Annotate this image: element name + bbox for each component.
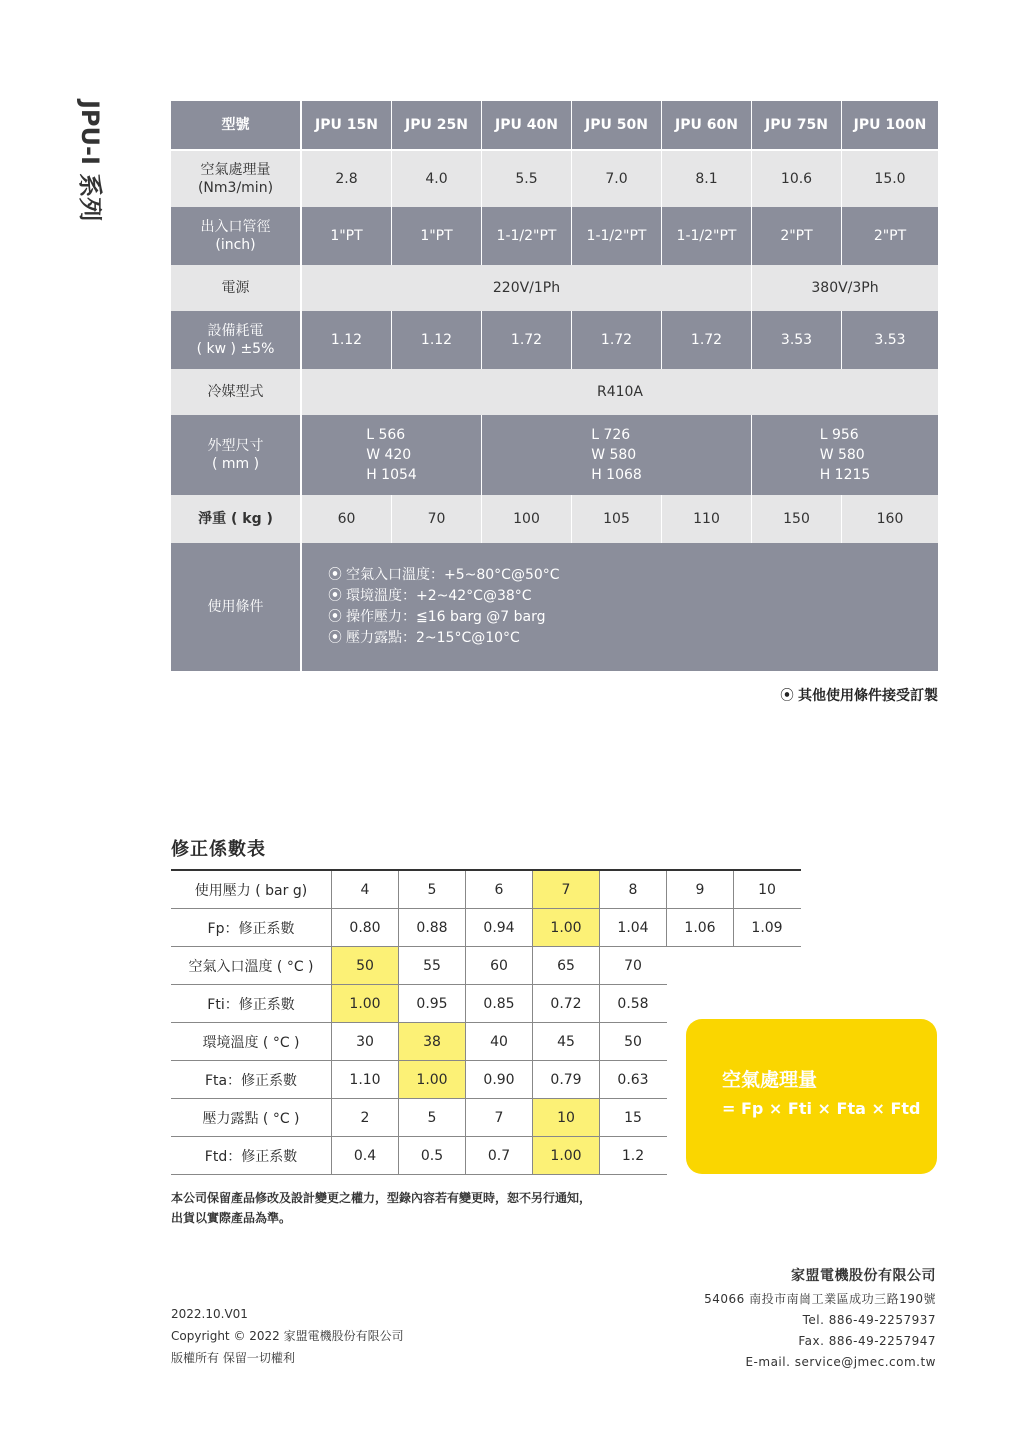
correction-cell-highlighted: 1.00 [532,909,599,946]
label-line: 出入口管徑 [200,219,271,235]
value-cell: 2"PT [873,228,907,244]
spec-pipe-row [171,207,938,265]
dimension-group [482,415,752,495]
company-address: 54066 南投市南崗工業區成功三路190號 [704,1292,936,1306]
conditions-list [302,543,938,671]
dim-length: L 566 [366,427,406,443]
correction-cell: 10 [733,871,800,908]
correction-row-label: 空氣入口溫度 ( °C ) [188,958,314,975]
dim-length: L 726 [591,427,631,443]
weight-label: 淨重 ( kg ) [171,495,302,543]
value-cell: 7.0 [572,151,662,207]
correction-cell: 0.94 [465,909,532,946]
consumption-label [171,311,302,369]
model-name: JPU 60N [662,101,752,149]
dim-width: W 420 [366,447,412,463]
correction-cell: 1.10 [331,1061,398,1098]
correction-row [171,985,667,1023]
refrigerant-label: 冷媒型式 [171,369,302,415]
dim-height: H 1068 [591,467,642,483]
value-cell: 1.72 [662,311,752,369]
power-single-phase: 220V/1Ph [302,265,752,311]
pipe-size-label [171,207,302,265]
correction-cell-highlighted: 38 [398,1023,465,1060]
correction-cell: 40 [465,1023,532,1060]
label-unit: (inch) [215,237,256,253]
correction-cell-highlighted: 50 [331,947,398,984]
company-name: 家盟電機股份有限公司 [791,1268,936,1284]
correction-row [171,1023,667,1061]
spec-dimensions-row [171,415,938,495]
value-cell: 1.72 [572,311,662,369]
spec-table [171,101,938,671]
value-cell: 1-1/2"PT [572,207,662,265]
correction-cell: 5 [398,1099,465,1136]
correction-cell: 55 [398,947,465,984]
value-cell: 105 [572,495,662,543]
model-name: JPU 25N [392,101,482,149]
value-cell: 1"PT [392,207,482,265]
value-cell: 2.8 [302,151,392,207]
air-capacity-label [171,151,302,207]
disclaimer-line: 出貨以實際產品為準。 [171,1211,292,1225]
copyright-text: Copyright © 2022 家盟電機股份有限公司 [171,1329,404,1343]
correction-cell-highlighted: 1.00 [331,985,398,1022]
correction-cell: 0.79 [532,1061,599,1098]
correction-cell: 1.04 [599,909,666,946]
correction-cell: 0.7 [465,1137,532,1174]
footer-left [171,1303,404,1369]
series-title [72,100,112,240]
value-cell: 1.12 [392,311,482,369]
model-name: JPU 100N [853,117,927,133]
spec-power-row [171,265,938,311]
correction-cell-highlighted: 1.00 [398,1061,465,1098]
spec-conditions-row [171,543,938,671]
spec-consumption-row [171,311,938,369]
label-line: 設備耗電 [207,323,264,339]
conditions-label: 使用條件 [171,543,302,671]
correction-row-label: 環境溫度 ( °C ) [202,1034,300,1051]
correction-cell: 65 [532,947,599,984]
correction-cell: 1.06 [666,909,733,946]
correction-row-label: Ftd：修正系數 [204,1148,298,1165]
version-label: 2022.10.V01 [171,1307,248,1321]
correction-cell: 5 [398,871,465,908]
value-cell: 3.53 [752,311,842,369]
correction-cell: 4 [331,871,398,908]
correction-cell: 70 [599,947,666,984]
value-cell: 4.0 [392,151,482,207]
correction-row [171,947,667,985]
condition-item: ⦿ 壓力露點：2~15°C@10°C [328,628,560,649]
correction-row-label: 壓力露點 ( °C ) [202,1110,300,1127]
company-fax: Fax. 886-49-2257947 [798,1334,936,1348]
correction-cell: 6 [465,871,532,908]
correction-cell: 0.80 [331,909,398,946]
formula-title: 空氣處理量 [722,1069,818,1091]
spec-weight-row [171,495,938,543]
value-cell: 1"PT [302,207,392,265]
correction-cell: 0.88 [398,909,465,946]
correction-cell: 45 [532,1023,599,1060]
value-cell: 110 [662,495,752,543]
value-cell: 160 [876,511,904,527]
correction-cell: 1.09 [733,909,800,946]
formula-expression: = Fp × Fti × Fta × Ftd [722,1099,921,1118]
correction-cell-highlighted: 7 [532,871,599,908]
correction-cell: 2 [331,1099,398,1136]
value-cell: 10.6 [752,151,842,207]
correction-cell: 50 [599,1023,666,1060]
correction-cell: 1.2 [599,1137,666,1174]
spec-air-row [171,151,938,207]
correction-cell-highlighted: 1.00 [532,1137,599,1174]
correction-cell: 0.4 [331,1137,398,1174]
value-cell: 1.72 [482,311,572,369]
company-email: E-mail. service@jmec.com.tw [745,1355,936,1369]
correction-table-title: 修正係數表 [171,839,266,860]
company-tel: Tel. 886-49-2257937 [802,1313,936,1327]
power-three-phase: 380V/3Ph [811,280,879,296]
dim-width: W 580 [591,447,637,463]
value-cell: 70 [392,495,482,543]
correction-cell: 60 [465,947,532,984]
condition-item: ⦿ 操作壓力：≦16 barg @7 barg [328,607,560,628]
correction-cell-highlighted: 10 [532,1099,599,1136]
model-name: JPU 40N [482,101,572,149]
correction-cell: 0.63 [599,1061,666,1098]
correction-cell: 0.58 [599,985,666,1022]
correction-cell: 9 [666,871,733,908]
dimension-group [752,415,938,495]
condition-item: ⦿ 環境溫度：+2~42°C@38°C [328,586,560,607]
value-cell: 8.1 [662,151,752,207]
correction-cell: 0.90 [465,1061,532,1098]
custom-conditions-note: ⦿ 其他使用條件接受訂製 [760,685,938,705]
correction-row-label: 使用壓力 ( bar g) [194,882,308,899]
correction-row [171,1061,667,1099]
dimensions-label [171,415,302,495]
correction-cell: 0.5 [398,1137,465,1174]
condition-item: ⦿ 空氣入口溫度：+5~80°C@50°C [328,565,560,586]
model-name: JPU 15N [302,101,392,149]
correction-row [171,871,801,909]
power-label: 電源 [171,265,302,311]
correction-cell: 30 [331,1023,398,1060]
correction-cell: 7 [465,1099,532,1136]
value-cell: 100 [482,495,572,543]
value-cell: 3.53 [874,332,906,348]
dim-height: H 1054 [366,467,417,483]
value-cell: 15.0 [874,171,906,187]
correction-cell: 0.85 [465,985,532,1022]
dim-height: H 1215 [819,467,871,483]
value-cell: 1.12 [302,311,392,369]
dimension-group [302,415,482,495]
label-unit: ( kw ) ±5% [196,341,275,357]
company-info [636,1266,936,1373]
dim-length: L 956 [819,427,859,443]
correction-row-label: Fti：修正系數 [207,996,295,1013]
dim-width: W 580 [819,447,865,463]
correction-row [171,1137,667,1175]
value-cell: 1-1/2"PT [662,207,752,265]
series-title-text: JPU-I 系列 [76,100,104,222]
correction-row [171,909,801,947]
value-cell: 1-1/2"PT [482,207,572,265]
value-cell: 150 [752,495,842,543]
correction-cell: 0.95 [398,985,465,1022]
correction-row [171,1099,667,1137]
correction-row-label: Fta：修正系數 [204,1072,298,1089]
formula-box [686,1019,937,1174]
value-cell: 2"PT [752,207,842,265]
model-name: JPU 50N [572,101,662,149]
model-name: JPU 75N [752,101,842,149]
label-line: 外型尺寸 [207,438,264,454]
disclaimer-line: 本公司保留產品修改及設計變更之權力，型錄內容若有變更時，恕不另行通知， [171,1191,592,1205]
correction-row-label: Fp：修正系數 [207,920,295,937]
correction-cell: 15 [599,1099,666,1136]
label-unit: ( mm ) [211,456,260,472]
label-unit: (Nm3/min) [197,180,274,196]
value-cell: 5.5 [482,151,572,207]
spec-header-row [171,101,938,151]
label-line: 空氣處理量 [200,162,271,178]
correction-cell: 8 [599,871,666,908]
value-cell: 60 [302,495,392,543]
rights-text: 版權所有 保留一切權利 [171,1351,295,1365]
correction-cell: 0.72 [532,985,599,1022]
refrigerant-value: R410A [596,384,644,400]
spec-refrigerant-row [171,369,938,415]
model-label: 型號 [171,101,302,149]
disclaimer [171,1188,691,1228]
